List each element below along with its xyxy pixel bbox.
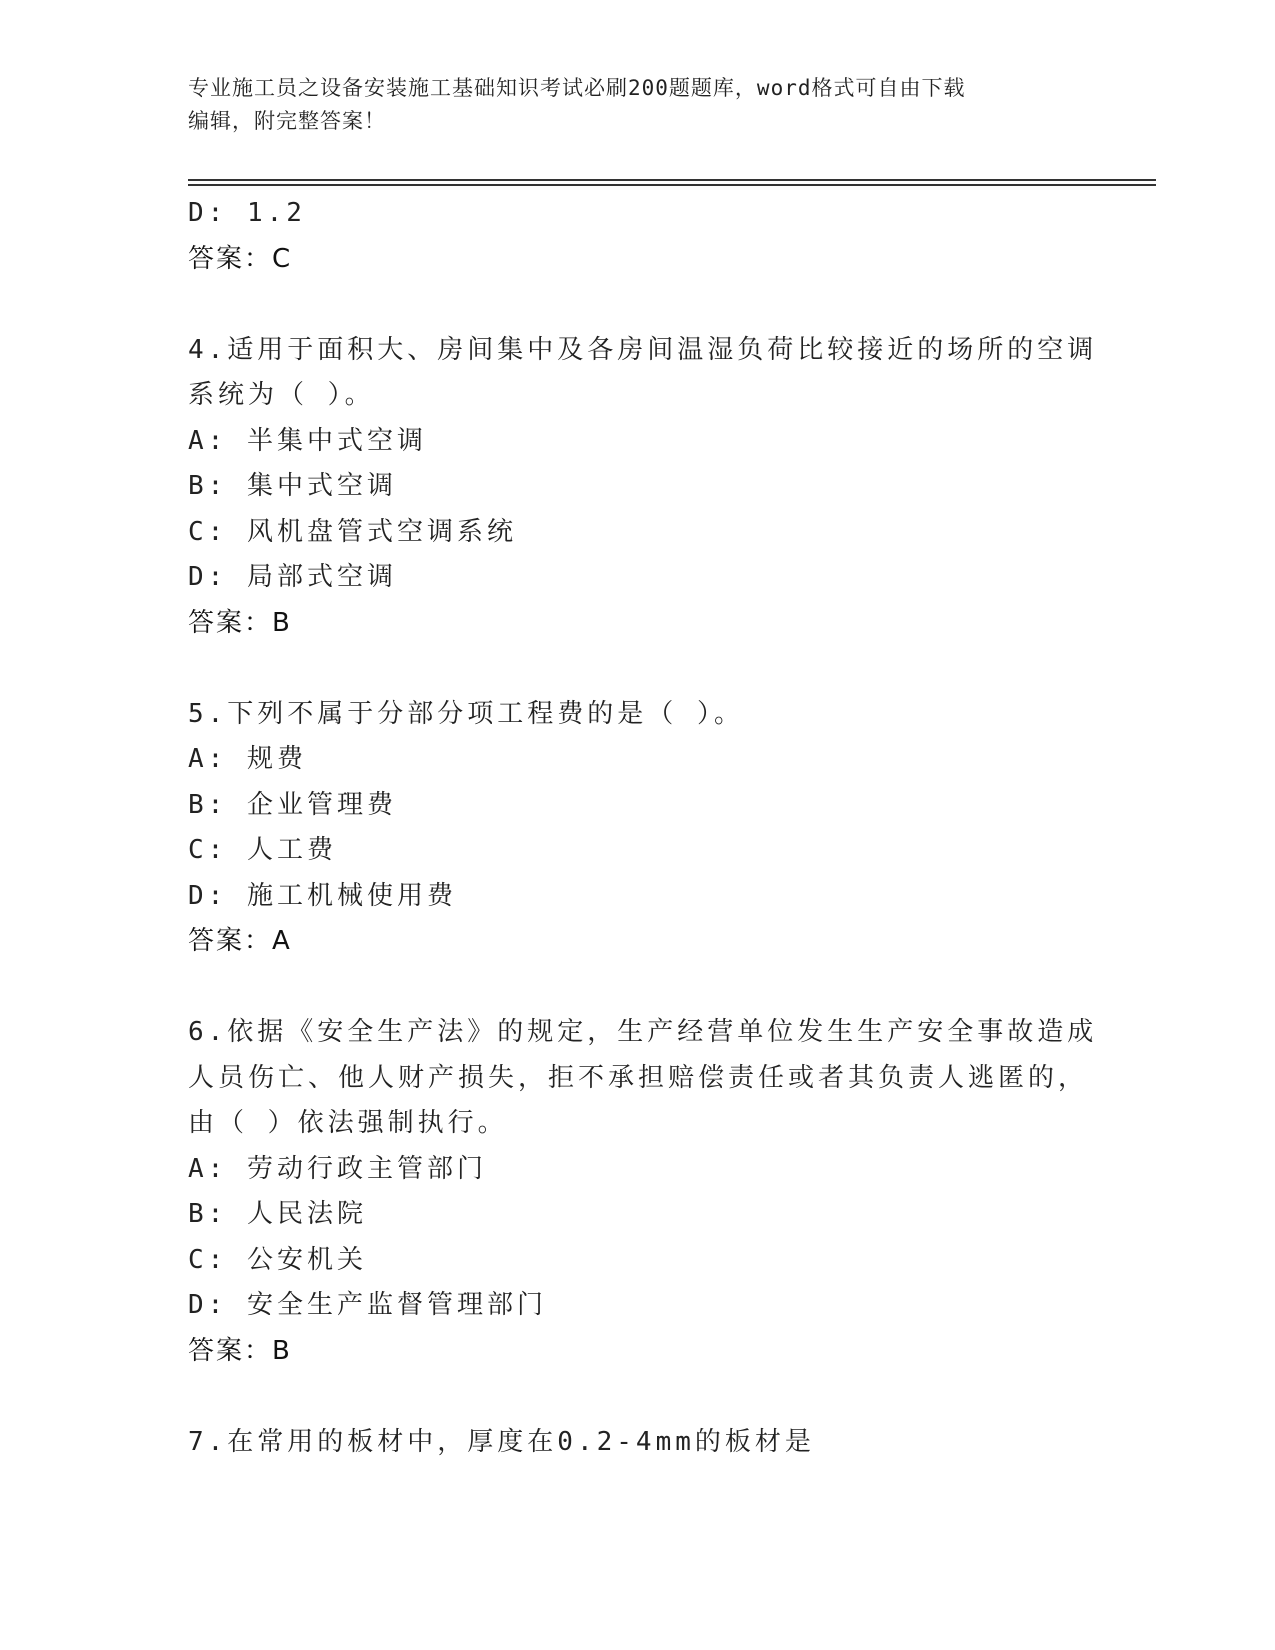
- option-a: A: 半集中式空调: [188, 425, 427, 456]
- option-b: B: 企业管理费: [188, 789, 397, 820]
- page-header: [188, 72, 1088, 138]
- option-c: C: 公安机关: [188, 1244, 367, 1275]
- option-a: A: 规费: [188, 744, 307, 774]
- header-divider-top: [188, 179, 1156, 181]
- answer-line: 答案：A: [188, 926, 292, 956]
- question-7: [188, 1420, 1088, 1466]
- question-stem: 由（ ）依法强制执行。: [188, 1108, 508, 1138]
- header-title-line-1: 专业施工员之设备安装施工基础知识考试必刷200题题库，word格式可自由下载: [188, 76, 966, 100]
- question-6: [188, 1010, 1098, 1374]
- option-b: B: 集中式空调: [188, 471, 397, 501]
- header-divider-bottom: [188, 184, 1156, 186]
- option-b: B: 人民法院: [188, 1199, 367, 1229]
- answer-line: 答案：B: [188, 607, 292, 638]
- answer-line: 答案：B: [188, 1335, 292, 1366]
- option-c: C: 人工费: [188, 835, 337, 865]
- question-stem: 6.依据《安全生产法》的规定，生产经营单位发生生产安全事故造成: [188, 1017, 1098, 1047]
- header-title-line-2: 编辑，附完整答案！: [188, 109, 386, 133]
- spacer: [188, 646, 1088, 692]
- question-stem: 人员伤亡、他人财产损失，拒不承担赔偿责任或者其负责人逃匿的，: [188, 1062, 1089, 1093]
- spacer: [188, 965, 1088, 1011]
- question-stem: 7.在常用的板材中，厚度在0.2-4mm的板材是: [188, 1426, 815, 1457]
- question-content: [188, 191, 1098, 1465]
- prev-question-tail: [188, 191, 1088, 282]
- spacer: [188, 1374, 1088, 1420]
- question-4: [188, 328, 1098, 647]
- answer-line: 答案：C: [188, 243, 293, 274]
- question-stem: 4.适用于面积大、房间集中及各房间温湿负荷比较接近的场所的空调: [188, 334, 1098, 365]
- option-c: C: 风机盘管式空调系统: [188, 516, 517, 547]
- option-a: A: 劳动行政主管部门: [188, 1153, 487, 1184]
- question-stem: 系统为（ ）。: [188, 380, 375, 410]
- option-d: D: 局部式空调: [188, 562, 397, 592]
- option-d: D: 1.2: [188, 198, 306, 228]
- option-d: D: 安全生产监督管理部门: [188, 1290, 547, 1320]
- option-d: D: 施工机械使用费: [188, 880, 457, 911]
- question-5: [188, 692, 1088, 965]
- spacer: [188, 282, 1088, 328]
- question-stem: 5.下列不属于分部分项工程费的是（ ）。: [188, 698, 744, 729]
